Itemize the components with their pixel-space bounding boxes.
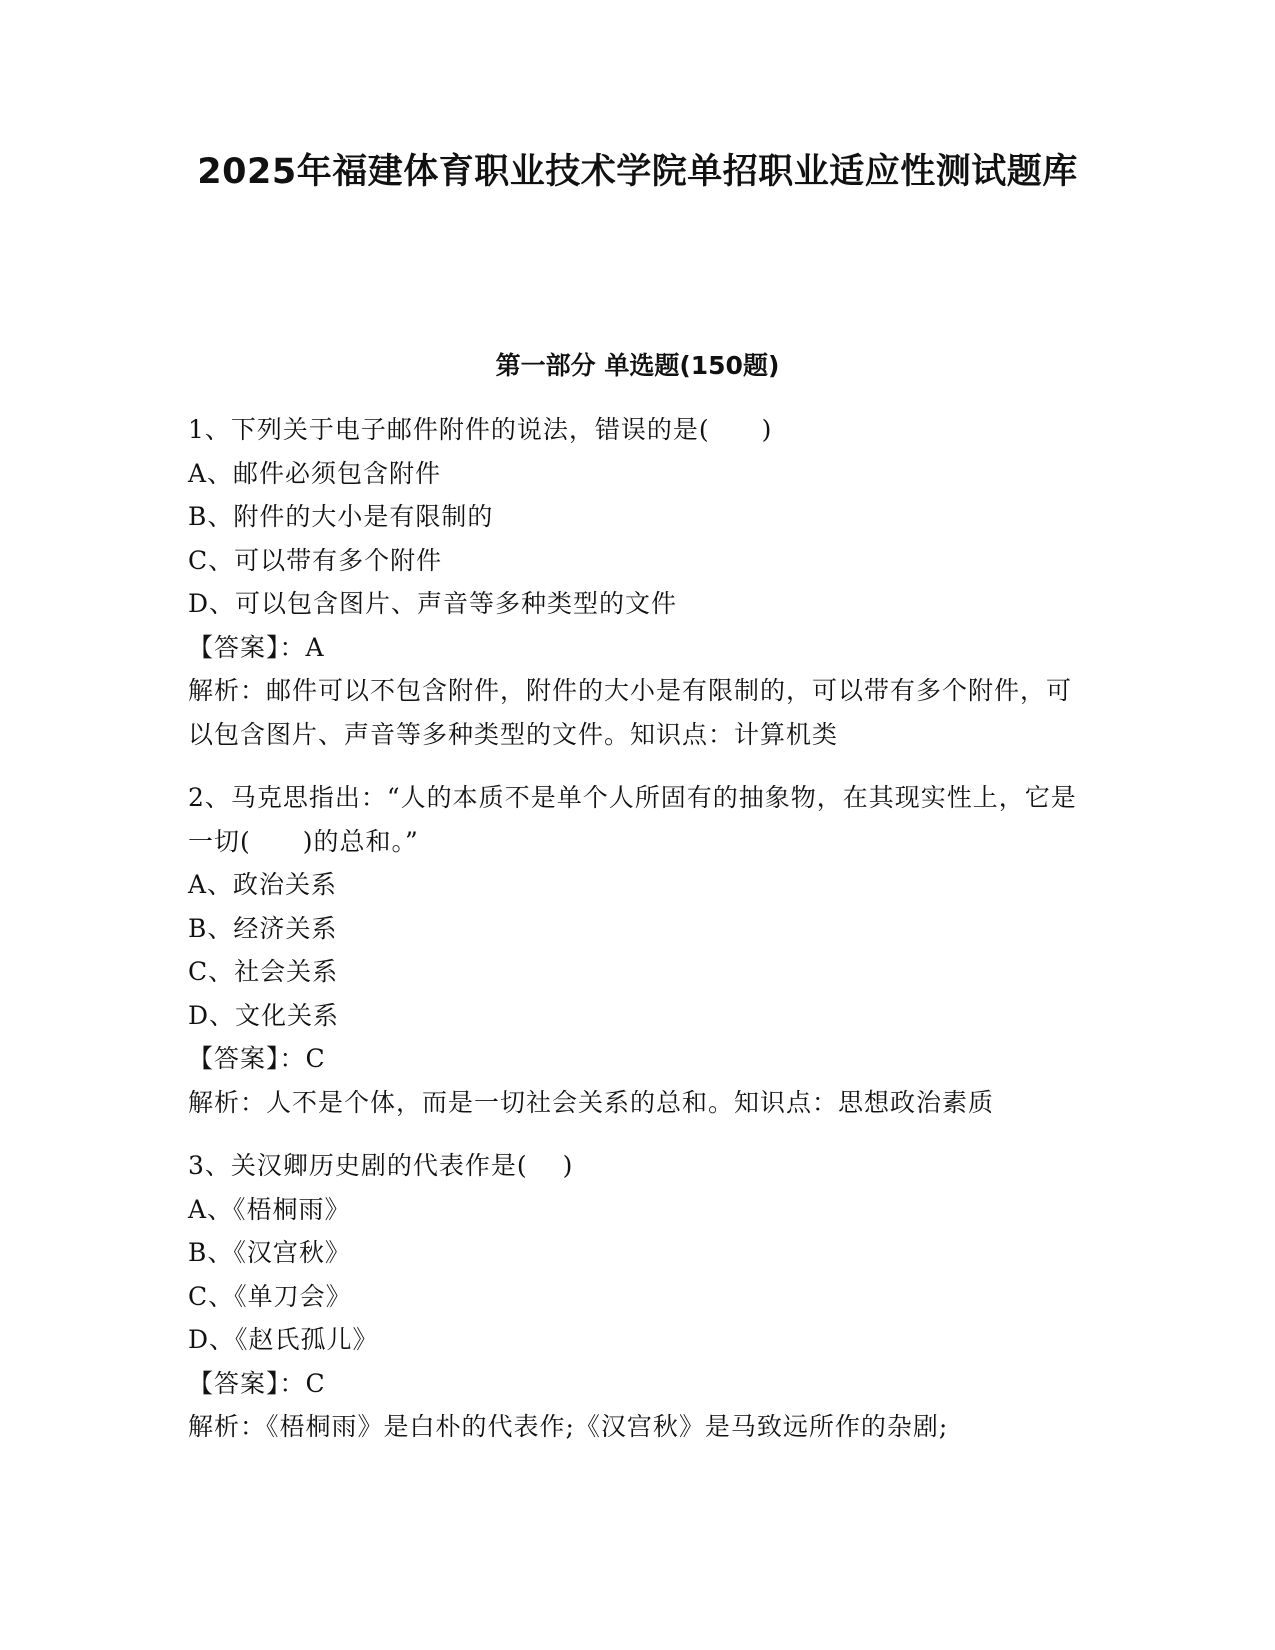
question-stem: 2、马克思指出：“人的本质不是单个人所固有的抽象物，在其现实性上，它是一切( )的总和。”: [188, 783, 1077, 856]
option-d: D、可以包含图片、声音等多种类型的文件: [188, 589, 678, 618]
option-d: D、文化关系: [188, 1000, 340, 1030]
explanation: 解析：《梧桐雨》是白朴的代表作;《汉宫秋》是马致远所作的杂剧;: [188, 1412, 949, 1441]
option-a: A、《梧桐雨》: [188, 1194, 351, 1224]
option-c: C、《单刀会》: [188, 1281, 352, 1311]
option-b: B、《汉宫秋》: [188, 1238, 351, 1267]
answer-line: 【答案】：C: [188, 1368, 326, 1398]
option-d: D、《赵氏孤儿》: [188, 1325, 379, 1354]
explanation: 解析：邮件可以不包含附件，附件的大小是有限制的，可以带有多个附件，可以包含图片、声音等多种类型的文件。知识点：计算机类: [188, 676, 1073, 749]
question-list: [188, 408, 1088, 1469]
section-heading: 第一部分 单选题(150题): [495, 351, 780, 380]
document-title: 2025年福建体育职业技术学院单招职业适应性测试题库: [197, 152, 1078, 192]
answer-line: 【答案】：C: [188, 1044, 326, 1073]
explanation: 解析：人不是个体，而是一切社会关系的总和。知识点：思想政治素质: [188, 1087, 995, 1117]
question-2: [188, 776, 1088, 1124]
option-b: B、附件的大小是有限制的: [188, 502, 494, 531]
question-stem: 1、下列关于电子邮件附件的说法，错误的是( ): [188, 415, 773, 444]
option-c: C、社会关系: [188, 957, 339, 986]
option-a: A、政治关系: [188, 870, 338, 899]
question-3: [188, 1144, 1088, 1449]
answer-line: 【答案】：A: [188, 632, 325, 662]
question-stem: 3、关汉卿历史剧的代表作是( ): [188, 1151, 574, 1180]
question-1: [188, 408, 1088, 756]
option-a: A、邮件必须包含附件: [188, 458, 442, 488]
option-b: B、经济关系: [188, 913, 338, 943]
option-c: C、可以带有多个附件: [188, 545, 443, 575]
